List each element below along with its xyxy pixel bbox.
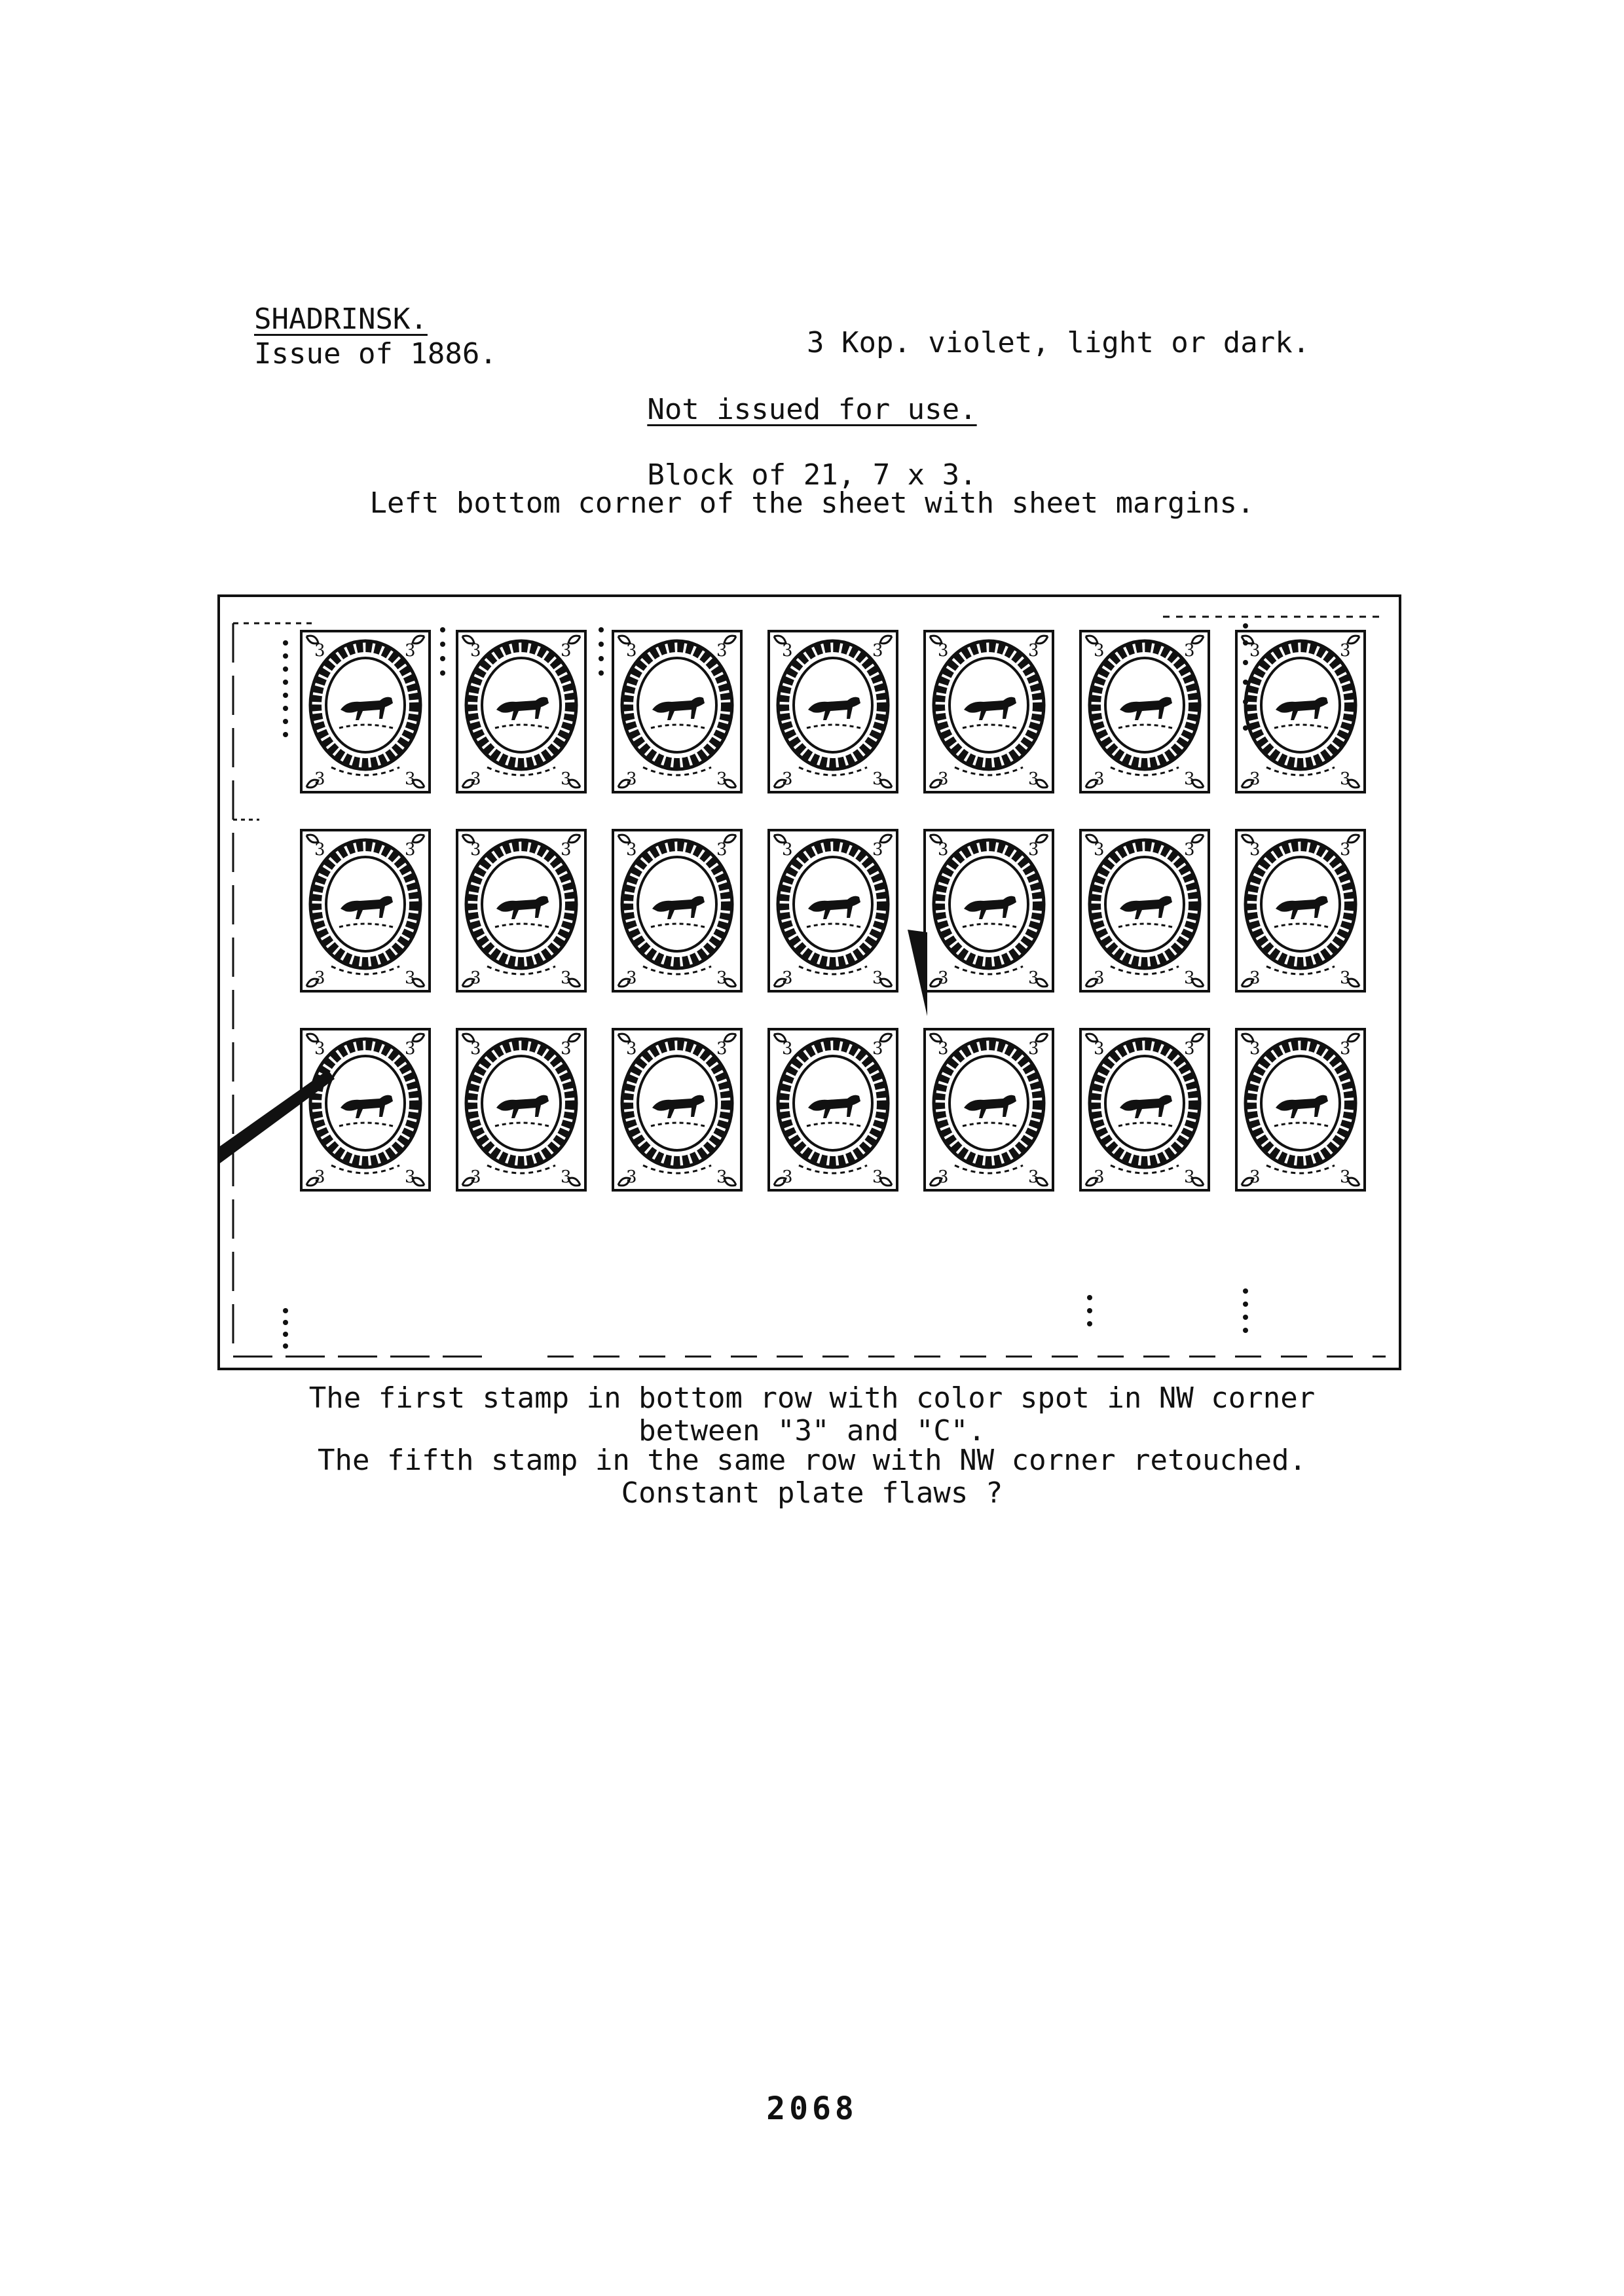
- caption-line-2: between "3" and "C".: [638, 1414, 986, 1448]
- stamp-r1-c5: [925, 631, 1053, 792]
- stamp-r1-c1: [301, 631, 430, 792]
- block-position-description: Left bottom corner of the sheet with sheet margins.: [369, 486, 1255, 520]
- stamp-region-title: SHADRINSK.: [254, 302, 428, 336]
- block-description: Block of 21, 7 x 3.: [647, 458, 977, 492]
- caption-line-3: The fifth stamp in the same row with NW corner retouched.: [318, 1444, 1306, 1477]
- stamp-r3-c3: [613, 1029, 741, 1190]
- stamp-r3-c5: [925, 1029, 1053, 1190]
- stamp-r2-c5: [925, 830, 1053, 991]
- stamp-r3-c7: [1236, 1029, 1365, 1190]
- stamp-grid: [301, 631, 1365, 1190]
- caption-line-1: The first stamp in bottom row with color spot in NW corner: [308, 1381, 1316, 1415]
- stamp-r2-c6: [1080, 830, 1209, 991]
- stamp-r1-c2: [457, 631, 585, 792]
- issue-year: Issue of 1886.: [254, 337, 497, 371]
- stamp-r2-c3: [613, 830, 741, 991]
- caption-line-4: Constant plate flaws ?: [621, 1476, 1003, 1510]
- stamp-r1-c4: [769, 631, 897, 792]
- stamp-r3-c2: [457, 1029, 585, 1190]
- stamp-r3-c4: [769, 1029, 897, 1190]
- issue-notice-text: Not issued for use.: [647, 393, 977, 426]
- stamp-r2-c7: [1236, 830, 1365, 991]
- stamp-sheet-block: [217, 594, 1401, 1370]
- stamp-r1-c6: [1080, 631, 1209, 792]
- stamp-r1-c3: [613, 631, 741, 792]
- stamp-r3-c6: [1080, 1029, 1209, 1190]
- stamp-value-description: 3 Kop. violet, light or dark.: [807, 326, 1310, 359]
- page-number: 2068: [766, 2090, 858, 2127]
- issue-notice: [0, 393, 1624, 427]
- stamp-r3-c1: [301, 1029, 430, 1190]
- stamp-sheet-illustration: [220, 597, 1399, 1368]
- stamp-r2-c1: [301, 830, 430, 991]
- stamp-r1-c7: [1236, 631, 1365, 792]
- stamp-r2-c4: [769, 830, 897, 991]
- stamp-r2-c2: [457, 830, 585, 991]
